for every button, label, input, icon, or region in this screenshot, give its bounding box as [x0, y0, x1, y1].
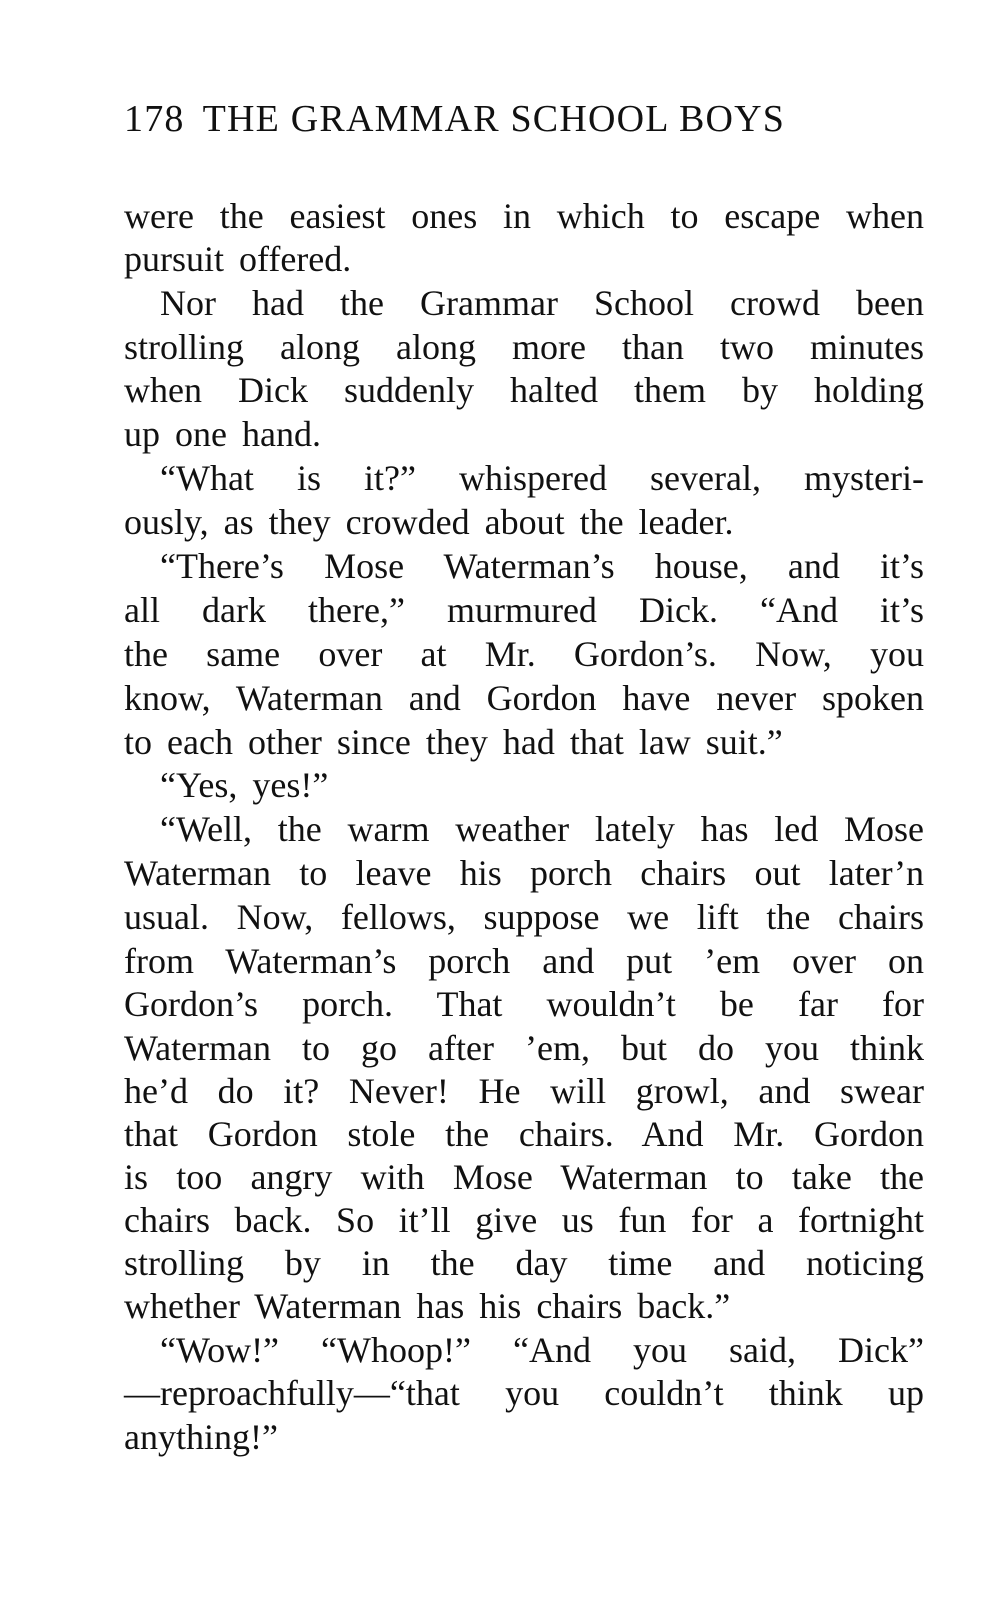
text-line: know, Waterman and Gordon have never spoken: [124, 678, 924, 718]
text-line: Nor had the Grammar School crowd been: [160, 283, 924, 323]
text-line: pursuit offered.: [124, 239, 352, 279]
text-line: “What is it?” whispered several, mysteri-: [160, 458, 924, 498]
text-line: were the easiest ones in which to escape when: [124, 196, 924, 236]
text-line: all dark there,” murmured Dick. “And it’s: [124, 590, 924, 630]
text-line: chairs back. So it’ll give us fun for a fortnight: [124, 1200, 924, 1240]
text-line: up one hand.: [124, 414, 321, 454]
text-line: ously, as they crowded about the leader.: [124, 502, 734, 542]
text-line: that Gordon stole the chairs. And Mr. Gordon: [124, 1114, 924, 1154]
text-line: when Dick suddenly halted them by holding: [124, 370, 924, 410]
text-line: he’d do it? Never! He will growl, and swear: [124, 1071, 924, 1111]
text-line: “Yes, yes!”: [160, 765, 329, 805]
text-line: whether Waterman has his chairs back.”: [124, 1286, 731, 1326]
text-line: strolling along along more than two minutes: [124, 327, 924, 367]
text-line: from Waterman’s porch and put ’em over on: [124, 941, 924, 981]
text-line: Waterman to go after ’em, but do you think: [124, 1028, 924, 1068]
text-line: “Well, the warm weather lately has led Mose: [160, 809, 924, 849]
running-title: THE GRAMMAR SCHOOL BOYS: [202, 98, 786, 140]
text-line: “Wow!” “Whoop!” “And you said, Dick”: [160, 1330, 924, 1370]
text-line: Gordon’s porch. That wouldn’t be far for: [124, 984, 924, 1024]
text-line: the same over at Mr. Gordon’s. Now, you: [124, 634, 924, 674]
text-line: is too angry with Mose Waterman to take the: [124, 1157, 924, 1197]
text-line: anything!”: [124, 1417, 278, 1457]
text-line: strolling by in the day time and noticing: [124, 1243, 924, 1283]
page-number: 178: [124, 98, 185, 140]
text-line: “There’s Mose Waterman’s house, and it’s: [160, 546, 924, 586]
running-head: [124, 100, 884, 138]
text-line: usual. Now, fellows, suppose we lift the chairs: [124, 897, 924, 937]
text-line: to each other since they had that law suit.”: [124, 722, 783, 762]
text-line: Waterman to leave his porch chairs out later’n: [124, 853, 924, 893]
text-line: —reproachfully—“that you couldn’t think up: [124, 1373, 924, 1413]
